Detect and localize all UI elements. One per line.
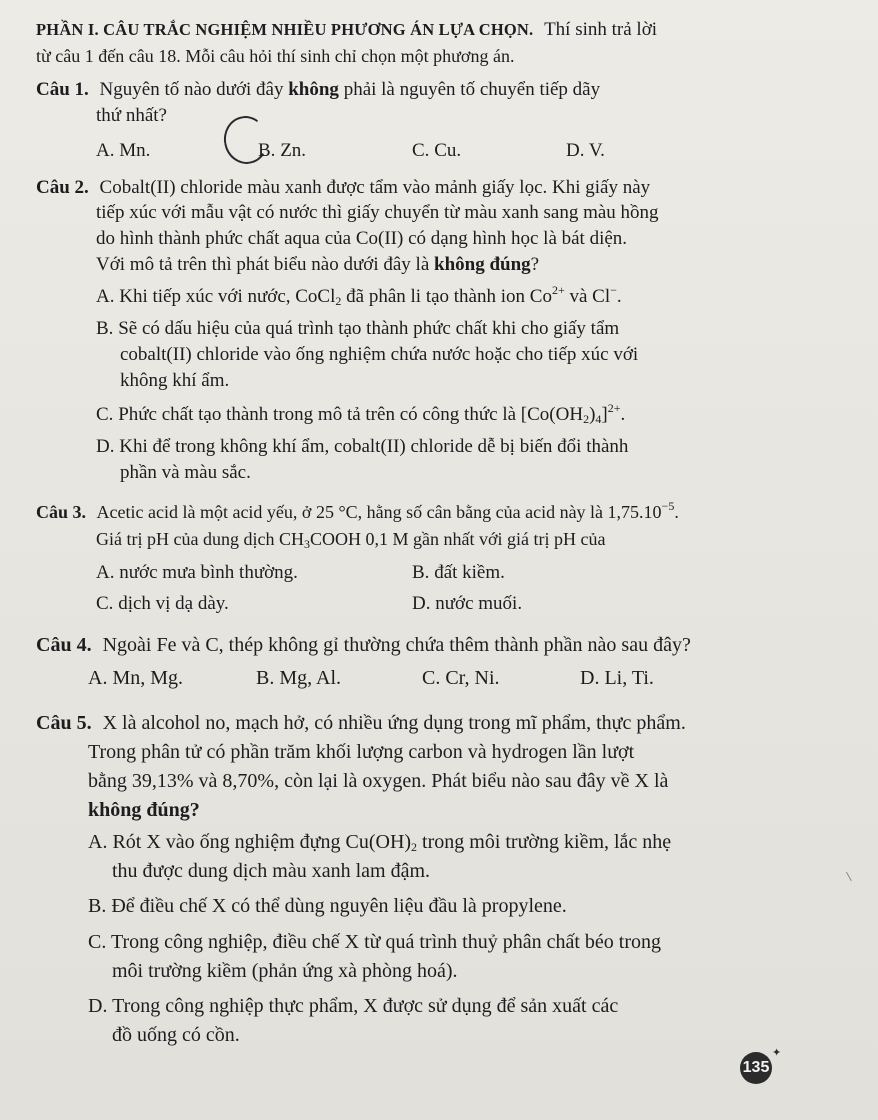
q4-option-b <box>256 666 341 690</box>
question-2-stem-line-3: do hình thành phức chất aqua của Co(II) có dạng hình học là bát diện. <box>96 228 628 249</box>
option-text: Zn. <box>280 140 307 161</box>
q2-option-b-line-2: cobalt(II) chloride vào ống nghiệm chứa nước hoặc cho tiếp xúc với <box>120 344 639 365</box>
q2-option-d <box>96 435 628 459</box>
question-4-stem <box>36 633 691 657</box>
subscript: 4 <box>595 412 602 426</box>
section-header <box>36 18 657 42</box>
q3-option-c <box>96 592 229 616</box>
option-text: ) <box>589 404 596 425</box>
question-1-stem-line-2: thứ nhất? <box>96 105 167 126</box>
q5-option-d-line-2: đồ uống có cồn. <box>112 1024 240 1046</box>
option-letter: B. <box>88 895 107 917</box>
option-letter: B. <box>256 667 275 689</box>
option-text: Trong công nghiệp, điều chế X từ quá trình thuỷ phân chất béo trong <box>110 931 661 953</box>
stem-text: Với mô tả trên thì phát biểu nào dưới đây là <box>96 254 435 275</box>
q5-option-b <box>88 894 567 918</box>
option-letter: A. <box>96 286 115 307</box>
option-letter: D. <box>96 436 115 457</box>
q4-option-a <box>88 666 183 690</box>
question-3-text: Acetic acid là một acid yếu, ở 25 °C, hằng số cân bằng của acid này là 1,75.10 <box>96 502 662 522</box>
option-text: Mn, Mg. <box>112 667 184 689</box>
question-2-label: Câu 2. <box>36 177 89 198</box>
section-intro: Thí sinh trả lời <box>544 19 658 40</box>
subscript: 2 <box>335 294 342 308</box>
q3-option-d <box>412 592 522 616</box>
option-text: Sẽ có dấu hiệu của quá trình tạo thành phức chất khi cho giấy tẩm <box>118 318 620 339</box>
q1-option-c <box>412 139 461 163</box>
stem-emphasis: không đúng <box>434 254 531 275</box>
option-text: Phức chất tạo thành trong mô tả trên có công thức là [Co(OH <box>118 404 584 425</box>
option-text: trong môi trường kiềm, lắc nhẹ <box>417 831 672 853</box>
option-text: Mg, Al. <box>279 667 342 689</box>
question-5-stem-line-2: Trong phân tử có phần trăm khối lượng carbon và hydrogen lần lượt <box>88 741 635 763</box>
option-letter: A. <box>88 667 108 689</box>
option-letter: B. <box>258 140 276 161</box>
page-number: 135 <box>740 1052 772 1084</box>
option-text: V. <box>588 140 605 161</box>
question-5-stem-line-3: bằng 39,13% và 8,70%, còn lại là oxygen. Phát biểu nào sau đây về X là <box>88 770 669 792</box>
q3-option-b <box>412 561 505 585</box>
option-text: . <box>620 404 626 425</box>
question-4-text: Ngoài Fe và C, thép không gỉ thường chứa thêm thành phần nào sau đây? <box>102 634 691 656</box>
question-1-stem <box>36 78 600 102</box>
option-letter: C. <box>412 140 430 161</box>
option-text: nước mưa bình thường. <box>119 562 298 583</box>
star-icon: ✦ <box>772 1047 782 1059</box>
option-letter: A. <box>96 140 115 161</box>
stem-text: ? <box>530 254 540 275</box>
option-letter: A. <box>96 562 115 583</box>
question-4-label: Câu 4. <box>36 634 92 656</box>
q2-option-d-line-2: phần và màu sắc. <box>120 462 251 483</box>
option-text: Trong công nghiệp thực phẩm, X được sử dụng để sản xuất các <box>112 995 619 1017</box>
option-text: ] <box>601 404 608 425</box>
question-2-stem-line-2: tiếp xúc với mẫu vật có nước thì giấy chuyển từ màu xanh sang màu hồng <box>96 202 659 223</box>
question-5-text: X là alcohol no, mạch hở, có nhiều ứng dụng trong mĩ phẩm, thực phẩm. <box>102 712 686 734</box>
q5-option-c-line-2: môi trường kiềm (phản ứng xà phòng hoá). <box>112 960 458 982</box>
question-3-stem-line-2 <box>96 527 605 551</box>
question-2-stem <box>36 176 650 200</box>
option-text: Khi tiếp xúc với nước, CoCl <box>119 286 336 307</box>
option-text: đất kiềm. <box>434 562 505 583</box>
section-title: PHẦN I. CÂU TRẮC NGHIỆM NHIỀU PHƯƠNG ÁN LỰA CHỌN. <box>36 20 534 39</box>
superscript: − <box>610 283 617 297</box>
option-text: dịch vị dạ dày. <box>118 593 229 614</box>
option-letter: C. <box>88 931 107 953</box>
question-3-label: Câu 3. <box>36 502 87 522</box>
question-1-text: Nguyên tố nào dưới đây <box>99 79 289 100</box>
option-letter: D. <box>88 995 108 1017</box>
q4-option-d <box>580 666 654 690</box>
question-3-text: . <box>674 502 679 522</box>
option-text: Li, Ti. <box>604 667 654 689</box>
superscript: 2+ <box>607 401 621 415</box>
question-5-stem <box>36 711 686 735</box>
option-letter: A. <box>88 831 108 853</box>
option-text: Khi để trong không khí ẩm, cobalt(II) chloride dễ bị biến đổi thành <box>119 436 629 457</box>
q5-option-d <box>88 994 618 1018</box>
q5-option-a-line-2: thu được dung dịch màu xanh lam đậm. <box>112 860 431 882</box>
option-letter: B. <box>412 562 430 583</box>
q4-option-c <box>422 666 500 690</box>
question-5-stem-line-4: không đúng? <box>88 799 200 821</box>
option-letter: C. <box>96 404 114 425</box>
superscript: −5 <box>661 499 675 513</box>
option-text: Rót X vào ống nghiệm đựng Cu(OH) <box>112 831 412 853</box>
subscript: 2 <box>583 412 590 426</box>
question-1-emphasis: không <box>288 79 339 100</box>
stem-text: Giá trị pH của dung dịch CH <box>96 529 304 549</box>
q1-option-a <box>96 139 150 163</box>
option-letter: D. <box>566 140 585 161</box>
question-1-label: Câu 1. <box>36 79 89 100</box>
option-text: Cr, Ni. <box>445 667 500 689</box>
q2-option-a <box>96 285 622 309</box>
question-2-text: Cobalt(II) chloride màu xanh được tẩm vào mảnh giấy lọc. Khi giấy này <box>99 177 651 198</box>
subscript: 2 <box>411 840 418 854</box>
q2-option-b <box>96 317 619 341</box>
option-letter: C. <box>96 593 114 614</box>
q1-option-d <box>566 139 605 163</box>
subscript: 3 <box>303 537 310 551</box>
q1-option-b <box>258 139 306 163</box>
question-2-stem-line-4 <box>96 253 539 277</box>
superscript: 2+ <box>551 283 565 297</box>
option-text: Cu. <box>434 140 462 161</box>
option-text: . <box>616 286 622 307</box>
option-text: và Cl <box>564 286 611 307</box>
question-5-label: Câu 5. <box>36 712 92 734</box>
section-intro-line-2: từ câu 1 đến câu 18. Mỗi câu hỏi thí sinh chỉ chọn một phương án. <box>36 46 515 66</box>
option-text: nước muối. <box>435 593 523 614</box>
q2-option-b-line-3: không khí ẩm. <box>120 370 230 391</box>
q5-option-a <box>88 830 671 854</box>
option-text: Mn. <box>119 140 151 161</box>
option-letter: D. <box>412 593 431 614</box>
q5-option-c <box>88 930 661 954</box>
option-text: Để điều chế X có thể dùng nguyên liệu đầu là propylene. <box>111 895 567 917</box>
option-letter: D. <box>580 667 600 689</box>
question-3-stem <box>36 500 679 524</box>
option-letter: C. <box>422 667 441 689</box>
option-letter: B. <box>96 318 114 339</box>
stem-text: COOH 0,1 M gần nhất với giá trị pH của <box>309 529 606 549</box>
stray-mark <box>846 869 857 881</box>
question-1-text-cont: phải là nguyên tố chuyển tiếp dãy <box>338 79 601 100</box>
q3-option-a <box>96 561 298 585</box>
q2-option-c <box>96 403 625 427</box>
option-text: đã phân li tạo thành ion Co <box>341 286 552 307</box>
